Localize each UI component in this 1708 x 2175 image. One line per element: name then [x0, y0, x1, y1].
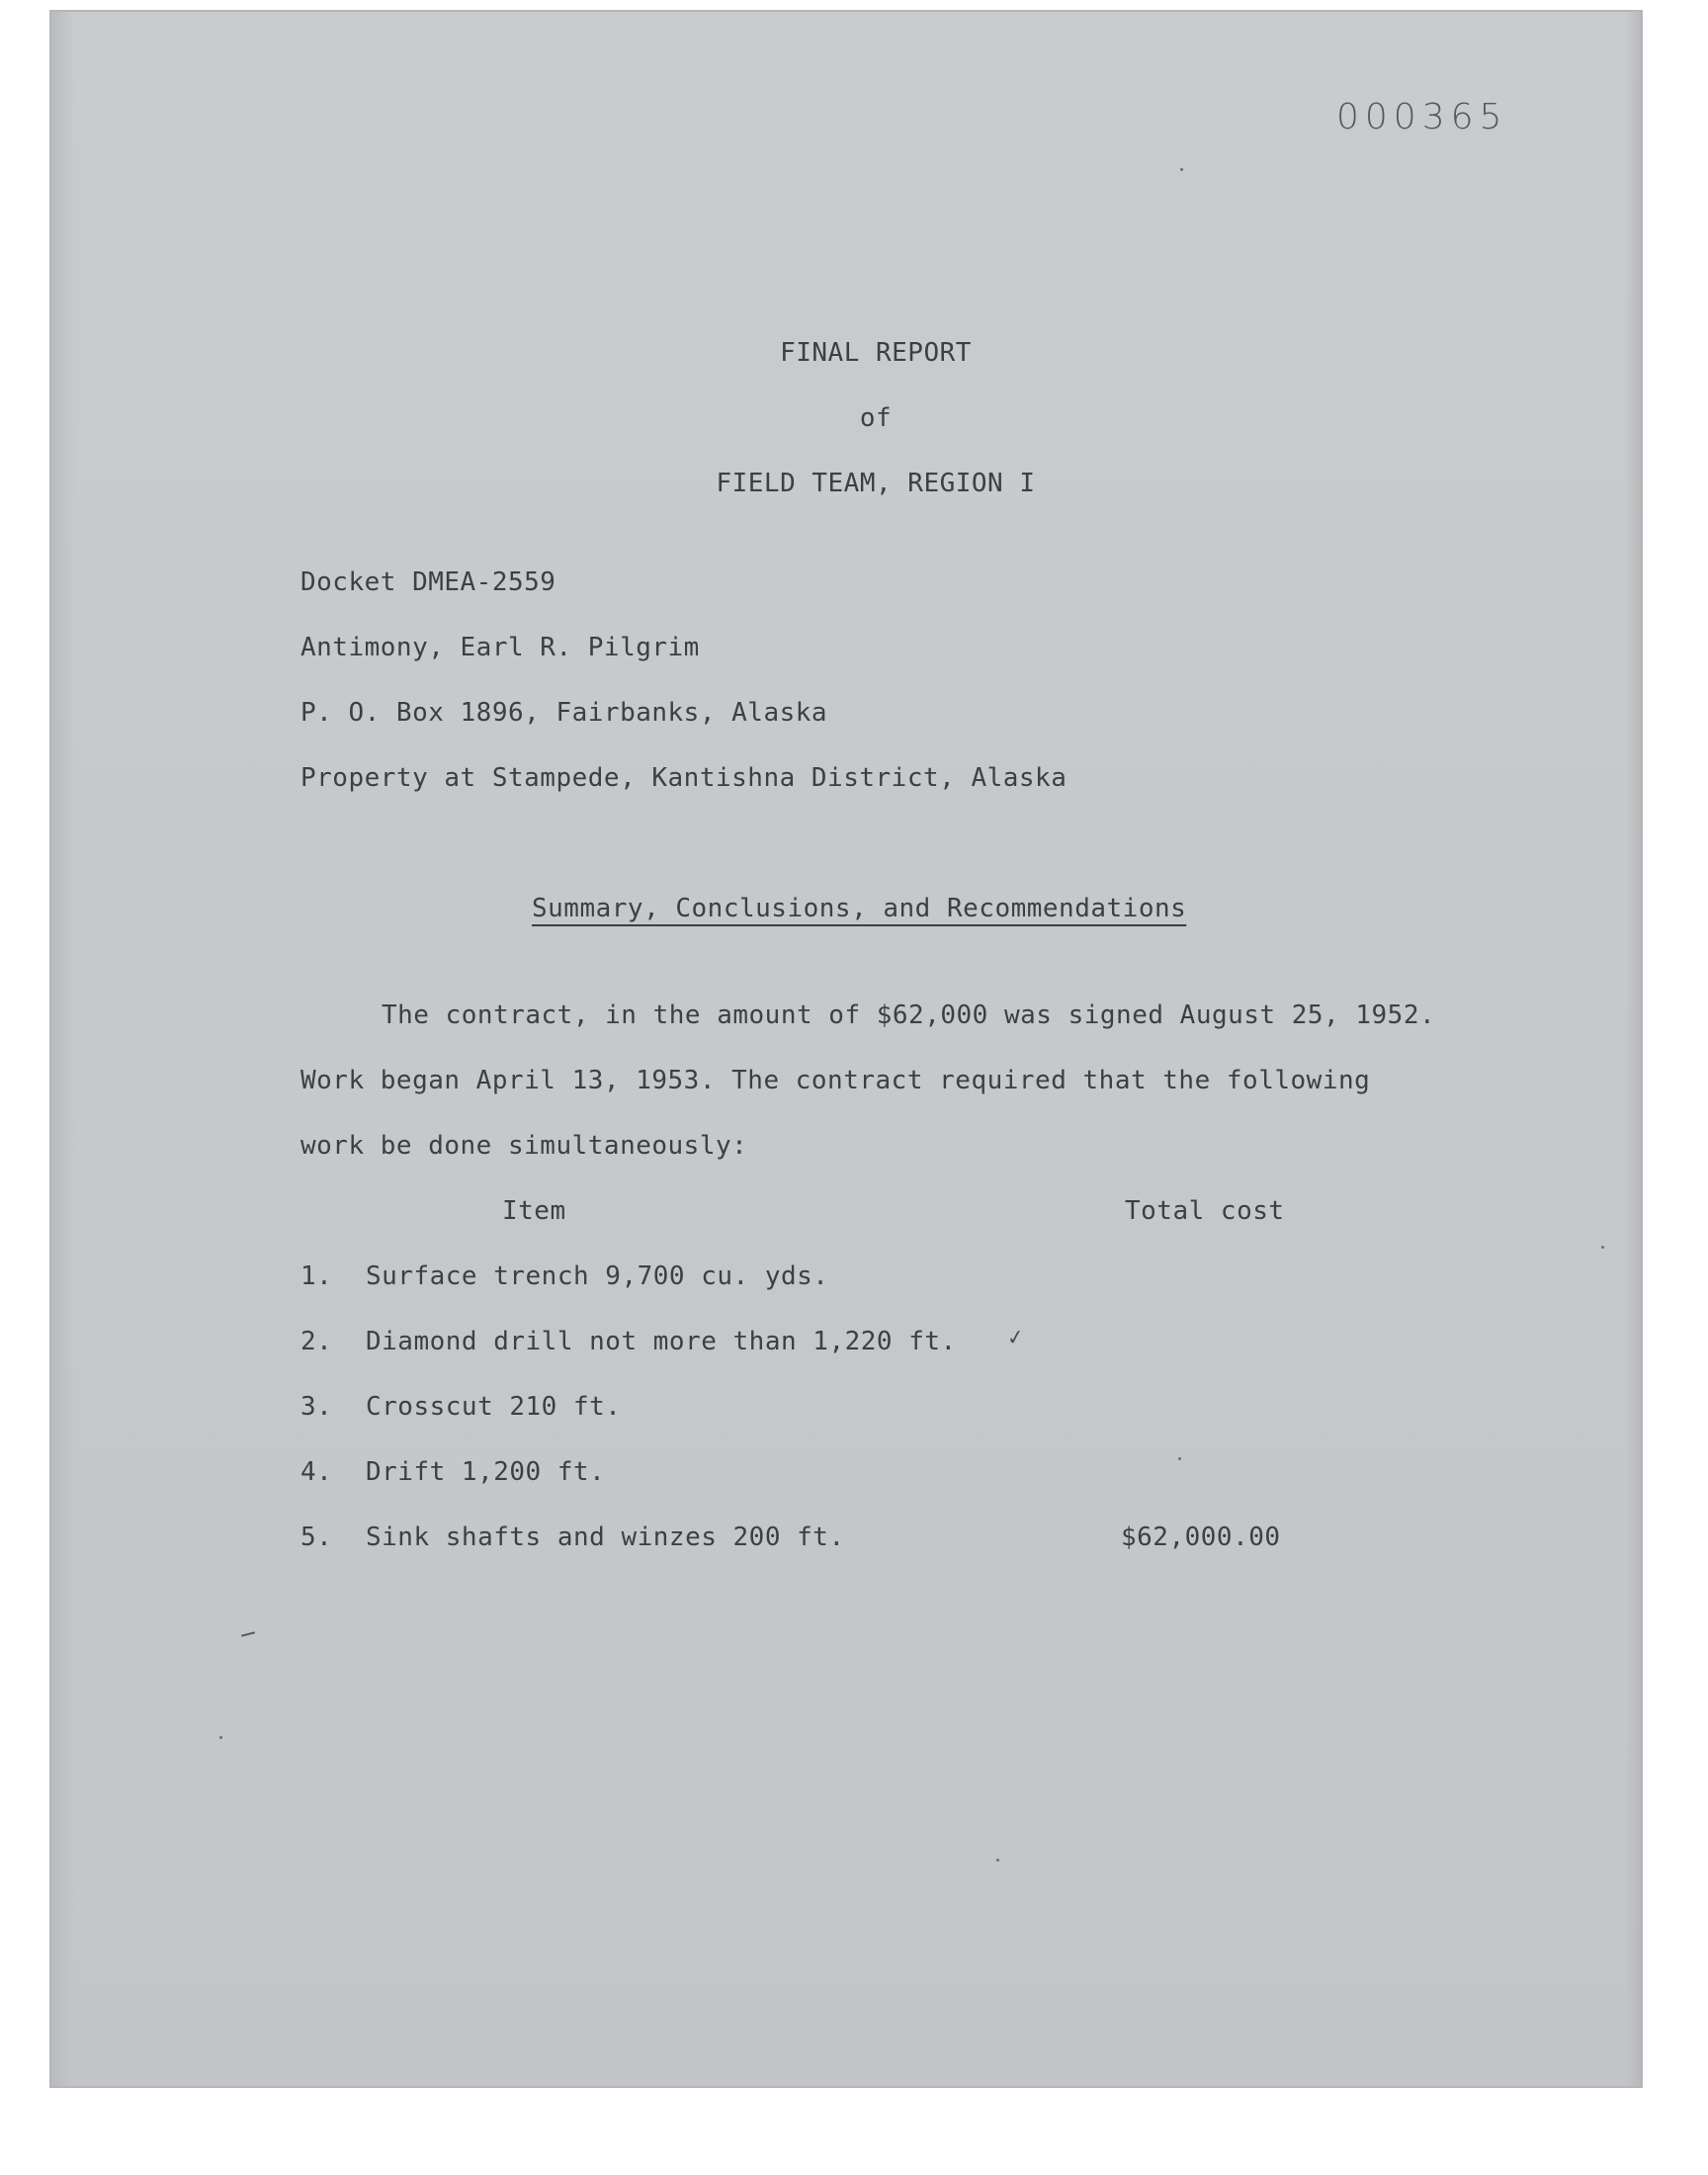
title-line-2 — [51, 403, 1641, 433]
title-final-report: FINAL REPORT — [780, 338, 972, 368]
row-item: Surface trench 9,700 cu. yds. — [366, 1262, 829, 1291]
pen-mark — [241, 1631, 255, 1636]
row-item: Drift 1,200 ft. — [366, 1457, 606, 1487]
row-number: 2. — [300, 1327, 333, 1356]
check-mark-icon: ✓ — [1006, 1322, 1025, 1351]
docket-line: Docket DMEA-2559 — [300, 567, 556, 597]
serial-number: 000365 — [1336, 97, 1508, 137]
row-number: 1. — [300, 1262, 333, 1291]
row-cost: $62,000.00 — [1121, 1522, 1281, 1552]
row-number: 4. — [300, 1457, 333, 1487]
property-line: Property at Stampede, Kantishna District, Alaska — [300, 763, 1068, 793]
title-field-team: FIELD TEAM, REGION I — [716, 469, 1036, 498]
row-number: 3. — [300, 1392, 333, 1422]
paper-speck — [1601, 1246, 1604, 1249]
title-line-3 — [51, 469, 1641, 498]
document-page — [51, 12, 1641, 2086]
paragraph-line-1: The contract, in the amount of $62,000 was signed August 25, 1952. — [382, 1000, 1436, 1030]
paragraph-line-2: Work began April 13, 1953. The contract required that the following — [300, 1066, 1371, 1095]
title-line-1 — [51, 338, 1641, 368]
address-line: P. O. Box 1896, Fairbanks, Alaska — [300, 698, 828, 728]
table-header-item: Item — [502, 1196, 566, 1226]
row-item: Diamond drill not more than 1,220 ft. — [366, 1327, 957, 1356]
subject-line: Antimony, Earl R. Pilgrim — [300, 633, 700, 662]
paragraph-line-3: work be done simultaneously: — [300, 1131, 748, 1161]
row-item: Sink shafts and winzes 200 ft. — [366, 1522, 845, 1552]
paper-speck — [219, 1736, 222, 1739]
paper-speck — [1178, 1457, 1181, 1460]
paper-speck — [996, 1859, 999, 1862]
table-header-cost: Total cost — [1125, 1196, 1285, 1226]
paper-speck — [1180, 168, 1183, 171]
row-number: 5. — [300, 1522, 333, 1552]
row-item: Crosscut 210 ft. — [366, 1392, 622, 1422]
section-heading: Summary, Conclusions, and Recommendations — [532, 894, 1187, 923]
title-of: of — [859, 403, 893, 433]
